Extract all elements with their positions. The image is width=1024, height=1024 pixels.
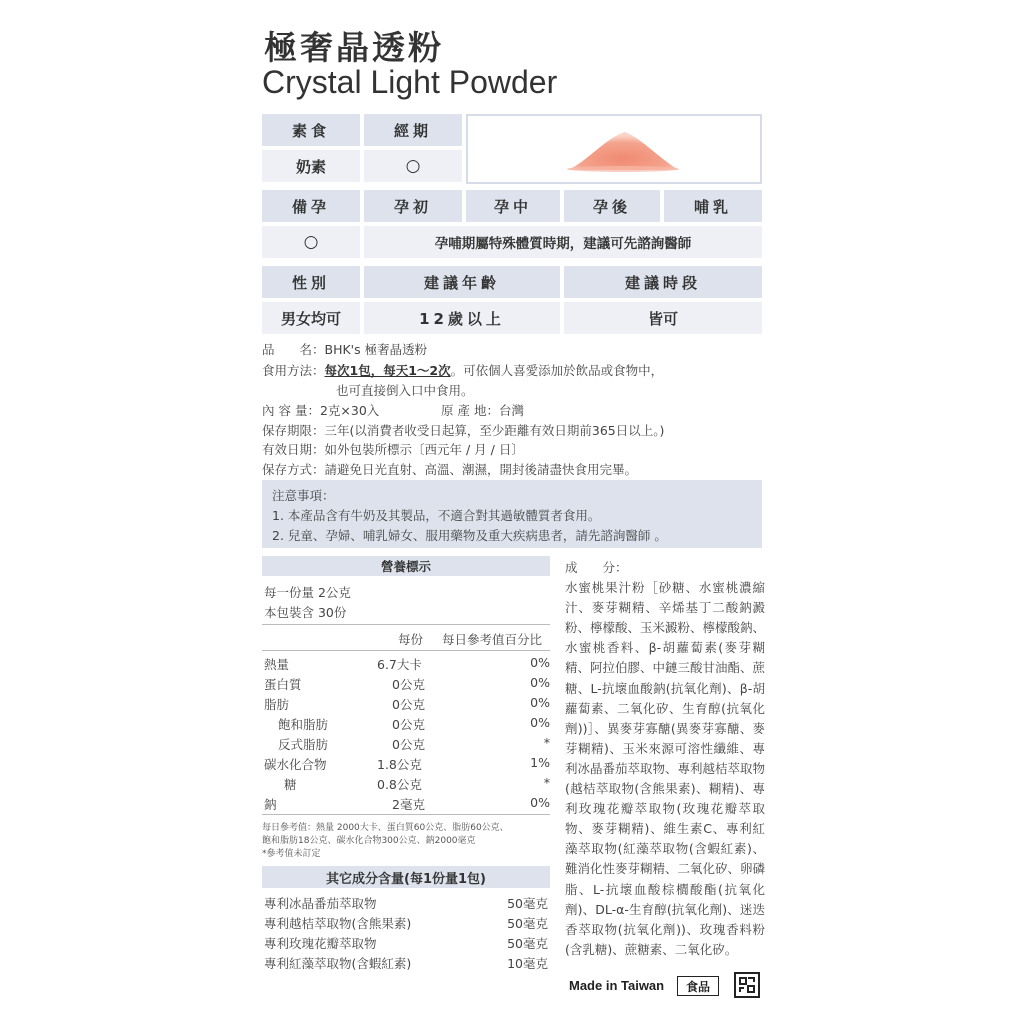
pregnancy-header-nursing: 哺乳	[664, 190, 762, 222]
nutrition-col-daily: 每日參考值百分比	[442, 632, 543, 647]
info-storage: 保存方式：請避免日光直射、高溫、潮濕，開封後請盡快食用完畢。	[262, 462, 638, 477]
nutrition-divider	[262, 624, 550, 625]
usage-value-time: 皆可	[564, 302, 762, 334]
nutrition-row-name: 碳水化合物	[264, 757, 327, 772]
info-shelf-life: 保存期限：三年(以消費者收受日起算，至少距離有效日期前365日以上。)	[262, 423, 665, 438]
nutrition-row-percent: 0%	[530, 715, 550, 730]
notice-item-2: 2. 兒童、孕婦、哺乳婦女、服用藥物及重大疾病患者，請先諮詢醫師 。	[272, 528, 667, 543]
nutrition-title: 營養標示	[262, 556, 550, 576]
other-ingredient-name: 專利紅藻萃取物(含蝦紅素)	[264, 956, 412, 971]
pregnancy-header-mid: 孕中	[466, 190, 560, 222]
ingredients-text: 水蜜桃果汁粉［砂糖、水蜜桃濃縮汁、麥芽糊精、辛烯基丁二酸鈉澱粉、檸檬酸、玉米澱粉、檸檬酸鈉、水蜜桃香料、β-胡蘿蔔素(麥芽糊精、阿拉伯膠、中鏈三酸甘油酯、蔗糖、L-抗壞血酸鈉(抗氧化劑)、β-胡蘿蔔素、二氧化矽、生育醇(抗氧化劑))］、異麥芽寡醣(異麥芽寡醣、麥芽糊精)、玉米來源可溶性纖維、專利冰晶番茄萃取物、專利越桔萃取物(越桔萃取物(含熊果素)、糊精)、專利玫瑰花瓣萃取物(玫瑰花瓣萃取物、麥芽糊精)、維生素C、專利紅藻萃取物(紅藻萃取物(含蝦紅素)、難消化性麥芽糊精、二氧化矽、卵磷脂、L-抗壞血酸棕櫚酸酯(抗氧化劑)、DL-α-生育醇(抗氧化劑)、迷迭香萃取物(抗氧化劑))、玫瑰香料粉(含乳糖)、蔗糖素、二氧化矽。	[565, 580, 766, 957]
pregnancy-header-prepare: 備孕	[262, 190, 360, 222]
nutrition-row-name: 熱量	[264, 657, 290, 672]
nutrition-row-percent: 1%	[530, 755, 550, 770]
other-ingredients-title: 其它成分含量(每1份量1包)	[262, 866, 550, 888]
notice-item-1: 1. 本產品含有牛奶及其製品，不適合對其過敏體質者食用。	[272, 508, 601, 523]
product-title-zh: 極奢晶透粉	[264, 28, 444, 67]
nutrition-row-percent: 0%	[530, 655, 550, 670]
diet-value-period: ○	[364, 150, 462, 182]
pregnancy-header-early: 孕初	[364, 190, 462, 222]
info-usage-dosage: 每次1包，每天1～2次	[324, 363, 451, 378]
nutrition-row-value: 1.8公克	[377, 757, 422, 772]
pregnancy-value-prepare: ○	[262, 226, 360, 258]
notice-title: 注意事項：	[272, 488, 335, 503]
usage-value-gender: 男女均可	[262, 302, 360, 334]
nutrition-row-value: 6.7大卡	[377, 657, 422, 672]
nutrition-row-name: 反式脂肪	[278, 737, 329, 752]
nutrition-row-name: 脂肪	[264, 697, 290, 712]
other-ingredient-name: 專利玫瑰花瓣萃取物	[264, 936, 377, 951]
nutrition-footnote: 每日參考值：熱量 2000大卡、蛋白質60公克、脂肪60公克、	[262, 823, 509, 833]
made-in-taiwan: Made in Taiwan	[569, 978, 665, 993]
info-usage-label: 食用方法：	[262, 363, 325, 378]
pregnancy-note: 孕哺期屬特殊體質時期，建議可先諮詢醫師	[364, 226, 762, 258]
powder-image	[565, 128, 681, 172]
usage-value-age: 12歲以上	[364, 302, 560, 334]
other-ingredient-name: 專利冰晶番茄萃取物	[264, 896, 377, 911]
nutrition-row-name: 鈉	[264, 797, 277, 812]
other-ingredient-value: 10毫克	[507, 956, 548, 971]
notice-box	[262, 480, 762, 548]
diet-value-vegetarian: 奶素	[262, 150, 360, 182]
info-usage	[262, 361, 663, 379]
other-ingredient-value: 50毫克	[507, 896, 548, 911]
ingredients-title: 成 分：	[565, 560, 628, 575]
info-usage-rest: 。可依個人喜愛添加於飲品或食物中，	[450, 363, 664, 378]
usage-header-gender: 性別	[262, 266, 360, 298]
nutrition-row-percent: 0%	[530, 695, 550, 710]
info-expiry: 有效日期：如外包裝所標示〔西元年 / 月 / 日〕	[262, 442, 524, 457]
nutrition-footnote: *參考值未訂定	[262, 849, 321, 859]
other-ingredient-value: 50毫克	[507, 916, 548, 931]
usage-header-age: 建議年齡	[364, 266, 560, 298]
nutrition-row-name: 糖	[284, 777, 297, 792]
diet-header-period: 經期	[364, 114, 462, 146]
nutrition-row-value: 0.8公克	[377, 777, 422, 792]
nutrition-row-value: 0公克	[392, 737, 425, 752]
nutrition-row-percent: *	[543, 775, 550, 790]
other-ingredient-name: 專利越桔萃取物(含熊果素)	[264, 916, 412, 931]
nutrition-row-percent: 0%	[530, 675, 550, 690]
info-product-name: 品 名：BHK's 極奢晶透粉	[262, 342, 428, 357]
nutrition-row-value: 0公克	[392, 717, 425, 732]
product-title-en: Crystal Light Powder	[262, 64, 558, 100]
info-origin: 原 產 地：台灣	[441, 403, 524, 418]
diet-header-vegetarian: 素食	[262, 114, 360, 146]
nutrition-row-value: 2毫克	[392, 797, 425, 812]
info-usage-line2: 也可直接倒入口中食用。	[336, 383, 474, 398]
nutrition-row-value: 0公克	[392, 697, 425, 712]
nutrition-servings: 本包裝含 30份	[264, 605, 347, 620]
nutrition-serving-size: 每一份量 2公克	[264, 585, 351, 600]
recycle-icon	[734, 972, 760, 998]
nutrition-col-per: 每份	[398, 632, 424, 647]
nutrition-row-value: 0公克	[392, 677, 425, 692]
other-ingredient-value: 50毫克	[507, 936, 548, 951]
nutrition-footnote: 飽和脂肪18公克、碳水化合物300公克、鈉2000毫克	[262, 836, 476, 846]
nutrition-row-name: 飽和脂肪	[278, 717, 329, 732]
nutrition-divider	[262, 650, 550, 651]
nutrition-row-percent: *	[543, 735, 550, 750]
nutrition-divider	[262, 814, 550, 815]
food-badge: 食品	[677, 976, 719, 996]
pregnancy-header-late: 孕後	[564, 190, 660, 222]
info-content: 內 容 量：2克×30入	[262, 403, 380, 418]
ingredients-block	[565, 558, 765, 960]
nutrition-row-percent: 0%	[530, 795, 550, 810]
nutrition-row-name: 蛋白質	[264, 677, 302, 692]
usage-header-time: 建議時段	[564, 266, 762, 298]
